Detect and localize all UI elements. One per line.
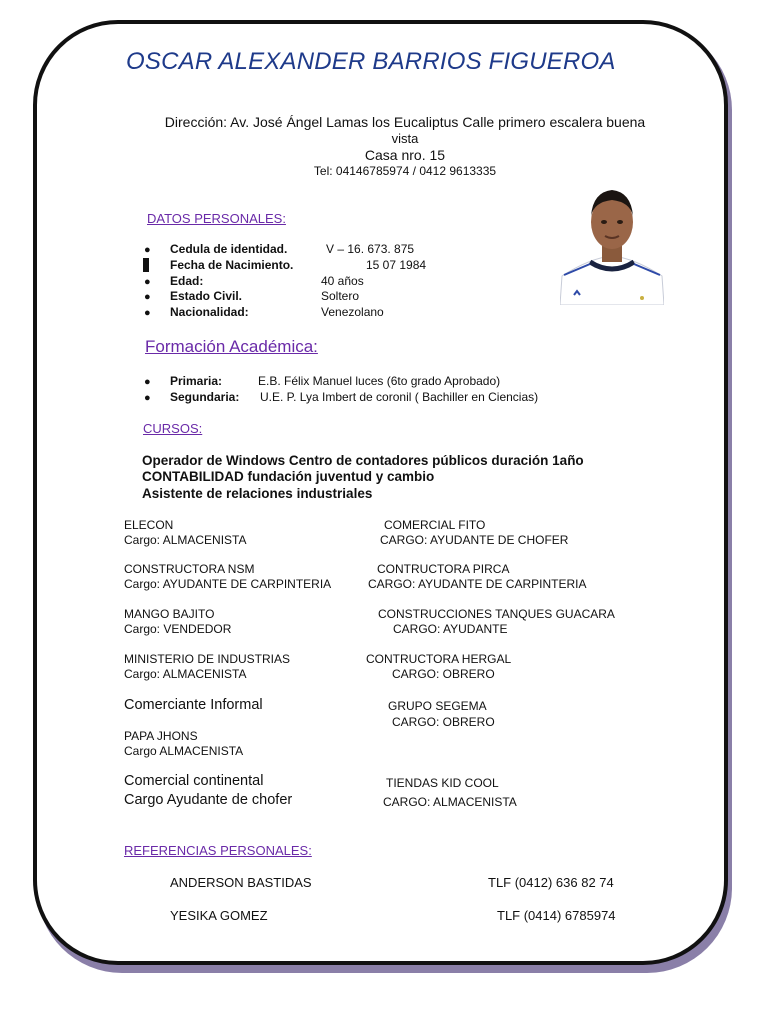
job-company: ELECON (124, 518, 174, 532)
reference-phone: TLF (0412) 636 82 74 (488, 875, 614, 890)
job-role: CARGO: AYUDANTE (393, 622, 508, 636)
reference-name: ANDERSON BASTIDAS (170, 875, 312, 890)
candidate-name: OSCAR ALEXANDER BARRIOS FIGUEROA (126, 48, 616, 75)
job-company: TIENDAS KID COOL (386, 776, 499, 790)
job-role: CARGO: AYUDANTE DE CARPINTERIA (368, 577, 587, 591)
bullet-icon: ● (144, 244, 151, 256)
course-line: Asistente de relaciones industriales (142, 486, 373, 501)
course-line: Operador de Windows Centro de contadores públicos duración 1año (142, 453, 584, 468)
reference-phone: TLF (0414) 6785974 (497, 908, 616, 923)
job-company: CONSTRUCCIONES TANQUES GUACARA (378, 607, 615, 621)
personal-value: Soltero (321, 289, 360, 303)
address-line-2: vista (391, 131, 419, 146)
job-role: CARGO: AYUDANTE DE CHOFER (380, 533, 569, 547)
job-entry (124, 562, 331, 592)
personal-value: V – 16. 673. 875 (326, 242, 415, 256)
profile-photo (560, 180, 664, 305)
course-line: CONTABILIDAD fundación juventud y cambio (142, 469, 435, 484)
bullet-icon: ● (144, 307, 151, 319)
education-value: E.B. Félix Manuel luces (6to grado Aprobado) (258, 374, 501, 388)
job-entry (124, 652, 290, 682)
job-role: Cargo: ALMACENISTA (124, 533, 247, 547)
job-company: Comercial continental (124, 773, 264, 789)
job-company: COMERCIAL FITO (384, 518, 486, 532)
job-entry (124, 607, 231, 637)
job-role: Cargo: AYUDANTE DE CARPINTERIA (124, 577, 332, 591)
job-company: GRUPO SEGEMA (388, 699, 487, 713)
personal-label: Nacionalidad: (170, 305, 249, 319)
job-role: CARGO: ALMACENISTA (383, 795, 517, 809)
bullet-icon: ● (144, 291, 151, 303)
job-role: CARGO: OBRERO (392, 715, 495, 729)
education-label: Primaria: (170, 374, 223, 388)
job-role: Cargo ALMACENISTA (124, 744, 244, 758)
job-entry (124, 772, 292, 810)
personal-label: Estado Civil. (170, 289, 243, 303)
job-entry (124, 518, 246, 548)
bullet-icon: ● (144, 392, 151, 404)
address-line-3: Casa nro. 15 (364, 147, 446, 163)
job-company: MINISTERIO DE INDUSTRIAS (124, 652, 291, 666)
personal-label: Edad: (170, 274, 204, 288)
address-line-1: Dirección: Av. José Ángel Lamas los Eucaliptus Calle primero escalera buena (164, 114, 646, 130)
references-heading: REFERENCIAS PERSONALES: (124, 843, 312, 858)
job-company: CONTRUCTORA HERGAL (366, 652, 512, 666)
job-entry (124, 729, 243, 759)
bullet-icon: ● (144, 276, 151, 288)
job-role: Cargo Ayudante de chofer (124, 792, 293, 808)
education-label: Segundaria: (170, 390, 240, 404)
courses-heading: CURSOS: (143, 421, 203, 436)
job-company: Comerciante Informal (124, 697, 263, 713)
personal-label: Fecha de Nacimiento. (170, 258, 294, 272)
reference-name: YESIKA GOMEZ (170, 908, 268, 923)
job-company: CONSTRUCTORA NSM (124, 562, 255, 576)
bullet-marker (143, 258, 149, 272)
job-company: MANGO BAJITO (124, 607, 215, 621)
personal-value: Venezolano (321, 305, 384, 319)
job-role: CARGO: OBRERO (392, 667, 495, 681)
job-role: Cargo: VENDEDOR (124, 622, 232, 636)
education-heading: Formación Académica: (145, 337, 318, 356)
address-phone: Tel: 04146785974 / 0412 9613335 (313, 164, 497, 178)
personal-data-heading: DATOS PERSONALES: (147, 211, 286, 226)
job-role: Cargo: ALMACENISTA (124, 667, 247, 681)
personal-value: 40 años (321, 274, 364, 288)
bullet-icon: ● (144, 376, 151, 388)
education-value: U.E. P. Lya Imbert de coronil ( Bachiller en Ciencias) (260, 390, 539, 404)
job-company: PAPA JHONS (124, 729, 198, 743)
personal-value: 15 07 1984 (366, 258, 427, 272)
personal-label: Cedula de identidad. (170, 242, 288, 256)
job-company: CONTRUCTORA PIRCA (377, 562, 510, 576)
